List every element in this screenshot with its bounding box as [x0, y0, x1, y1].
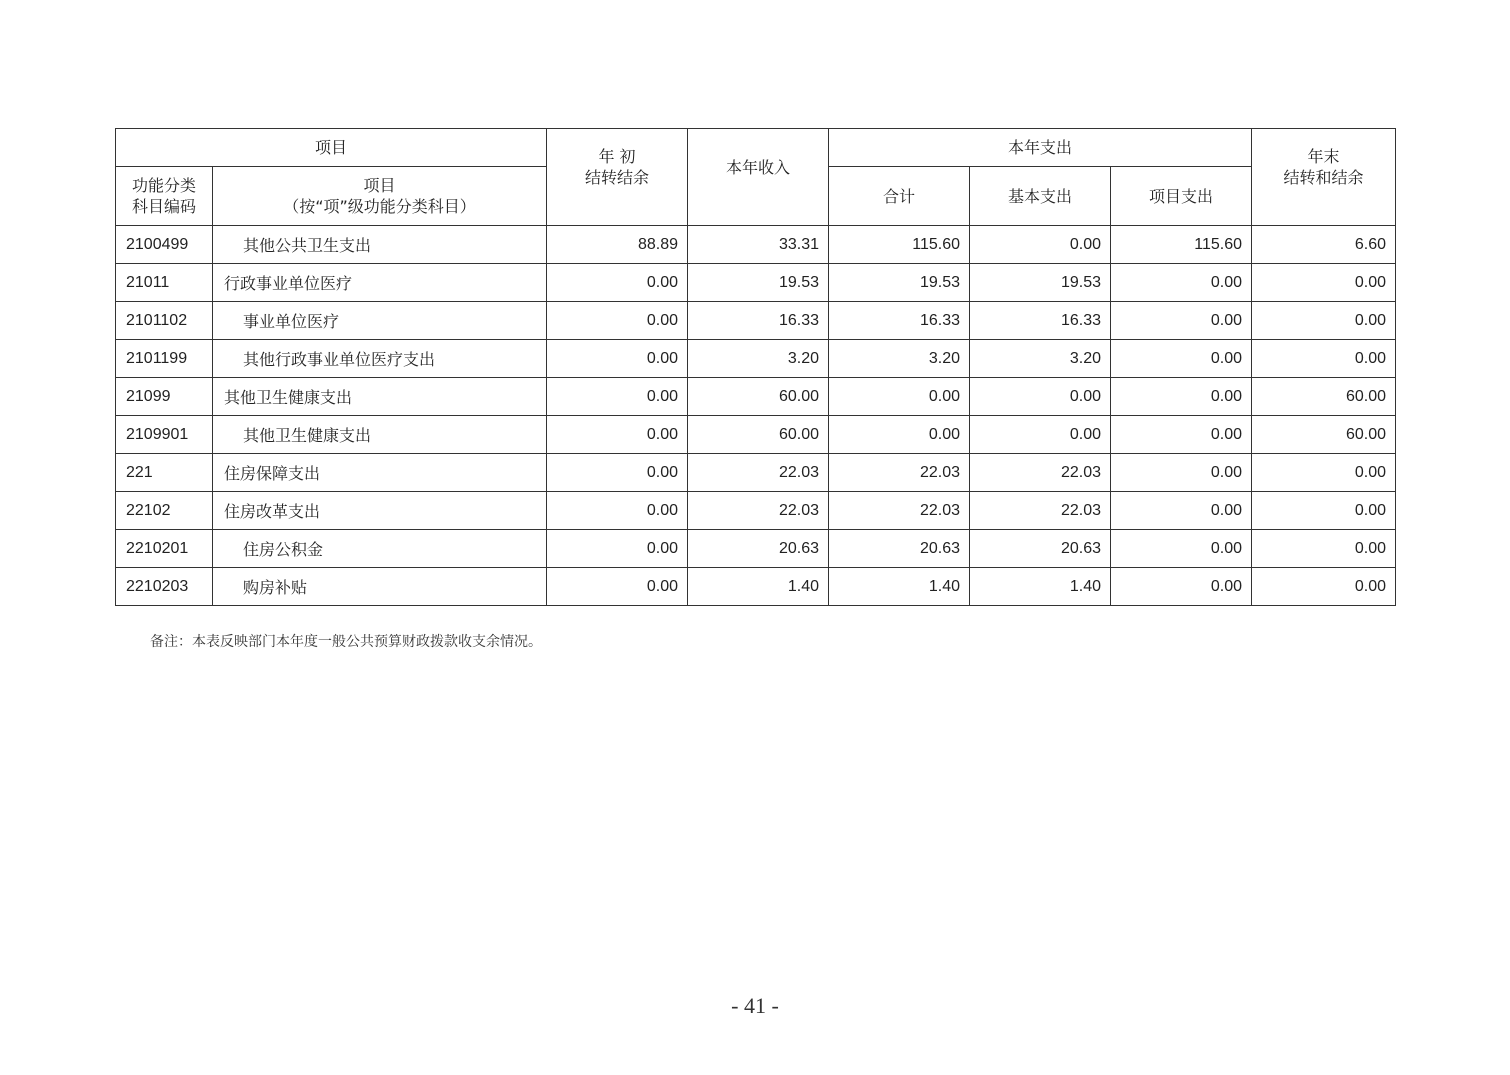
cell-project: 0.00: [1111, 302, 1252, 340]
header-income: [688, 129, 829, 226]
table-row: [116, 454, 1396, 492]
cell-end: 0.00: [1252, 264, 1396, 302]
cell-project: 115.60: [1111, 226, 1252, 264]
table-row: [116, 416, 1396, 454]
cell-project: 0.00: [1111, 340, 1252, 378]
cell-name: 购房补贴: [213, 568, 547, 606]
cell-code: 2210201: [116, 530, 213, 568]
cell-income: 3.20: [688, 340, 829, 378]
header-project-expense: 项目支出: [1111, 167, 1252, 226]
budget-table: [115, 128, 1396, 606]
header-start-balance-label: 年 初 结转结余: [585, 147, 650, 187]
cell-basic: 0.00: [970, 416, 1111, 454]
cell-income: 33.31: [688, 226, 829, 264]
cell-income: 1.40: [688, 568, 829, 606]
page-number: - 41 -: [731, 993, 779, 1018]
table-row: [116, 530, 1396, 568]
cell-end: 0.00: [1252, 340, 1396, 378]
cell-total: 19.53: [829, 264, 970, 302]
table-row: [116, 264, 1396, 302]
cell-name: 其他行政事业单位医疗支出: [213, 340, 547, 378]
cell-project: 0.00: [1111, 416, 1252, 454]
table-row: [116, 378, 1396, 416]
header-basic: 基本支出: [970, 167, 1111, 226]
cell-basic: 3.20: [970, 340, 1111, 378]
cell-start: 0.00: [547, 530, 688, 568]
header-end-balance-label: 年末 结转和结余: [1283, 147, 1364, 187]
cell-total: 115.60: [829, 226, 970, 264]
cell-end: 0.00: [1252, 568, 1396, 606]
cell-total: 1.40: [829, 568, 970, 606]
cell-basic: 0.00: [970, 226, 1111, 264]
cell-basic: 20.63: [970, 530, 1111, 568]
cell-start: 0.00: [547, 302, 688, 340]
cell-income: 20.63: [688, 530, 829, 568]
table-row: [116, 226, 1396, 264]
cell-project: 0.00: [1111, 454, 1252, 492]
cell-basic: 22.03: [970, 492, 1111, 530]
budget-table-container: [115, 128, 1395, 606]
cell-name: 行政事业单位医疗: [213, 264, 547, 302]
cell-code: 221: [116, 454, 213, 492]
header-total: 合计: [829, 167, 970, 226]
cell-total: 0.00: [829, 378, 970, 416]
cell-name: 住房改革支出: [213, 492, 547, 530]
cell-code: 22102: [116, 492, 213, 530]
header-start-balance: [547, 129, 688, 226]
cell-end: 0.00: [1252, 454, 1396, 492]
header-code: 功能分类 科目编码: [116, 167, 213, 226]
header-item: 项目 （按“项”级功能分类科目）: [213, 167, 547, 226]
table-row: [116, 302, 1396, 340]
cell-basic: 22.03: [970, 454, 1111, 492]
cell-code: 21011: [116, 264, 213, 302]
cell-code: 21099: [116, 378, 213, 416]
cell-start: 0.00: [547, 454, 688, 492]
header-project: 项目: [116, 129, 547, 167]
cell-basic: 0.00: [970, 378, 1111, 416]
cell-end: 60.00: [1252, 378, 1396, 416]
cell-total: 22.03: [829, 492, 970, 530]
cell-code: 2100499: [116, 226, 213, 264]
cell-project: 0.00: [1111, 530, 1252, 568]
table-row: [116, 340, 1396, 378]
cell-basic: 16.33: [970, 302, 1111, 340]
cell-income: 22.03: [688, 454, 829, 492]
cell-start: 0.00: [547, 416, 688, 454]
header-expense-group: 本年支出: [829, 129, 1252, 167]
cell-end: 6.60: [1252, 226, 1396, 264]
cell-total: 22.03: [829, 454, 970, 492]
cell-total: 0.00: [829, 416, 970, 454]
cell-code: 2101102: [116, 302, 213, 340]
cell-name: 其他卫生健康支出: [213, 416, 547, 454]
header-income-label: 本年收入: [726, 157, 791, 177]
cell-basic: 1.40: [970, 568, 1111, 606]
cell-start: 0.00: [547, 264, 688, 302]
cell-name: 住房公积金: [213, 530, 547, 568]
cell-name: 住房保障支出: [213, 454, 547, 492]
cell-code: 2210203: [116, 568, 213, 606]
cell-basic: 19.53: [970, 264, 1111, 302]
cell-total: 16.33: [829, 302, 970, 340]
cell-income: 16.33: [688, 302, 829, 340]
cell-start: 0.00: [547, 492, 688, 530]
table-note: 备注：本表反映部门本年度一般公共预算财政拨款收支余情况。: [150, 634, 542, 650]
cell-end: 0.00: [1252, 492, 1396, 530]
cell-code: 2109901: [116, 416, 213, 454]
cell-total: 20.63: [829, 530, 970, 568]
cell-end: 0.00: [1252, 302, 1396, 340]
cell-project: 0.00: [1111, 378, 1252, 416]
cell-project: 0.00: [1111, 264, 1252, 302]
cell-project: 0.00: [1111, 492, 1252, 530]
cell-income: 22.03: [688, 492, 829, 530]
cell-project: 0.00: [1111, 568, 1252, 606]
cell-income: 19.53: [688, 264, 829, 302]
table-row: [116, 568, 1396, 606]
cell-start: 0.00: [547, 568, 688, 606]
table-row: [116, 492, 1396, 530]
cell-start: 0.00: [547, 378, 688, 416]
cell-end: 0.00: [1252, 530, 1396, 568]
cell-income: 60.00: [688, 378, 829, 416]
cell-start: 88.89: [547, 226, 688, 264]
cell-end: 60.00: [1252, 416, 1396, 454]
cell-start: 0.00: [547, 340, 688, 378]
header-end-balance: [1252, 129, 1396, 226]
cell-income: 60.00: [688, 416, 829, 454]
cell-name: 其他公共卫生支出: [213, 226, 547, 264]
cell-code: 2101199: [116, 340, 213, 378]
cell-total: 3.20: [829, 340, 970, 378]
cell-name: 其他卫生健康支出: [213, 378, 547, 416]
cell-name: 事业单位医疗: [213, 302, 547, 340]
